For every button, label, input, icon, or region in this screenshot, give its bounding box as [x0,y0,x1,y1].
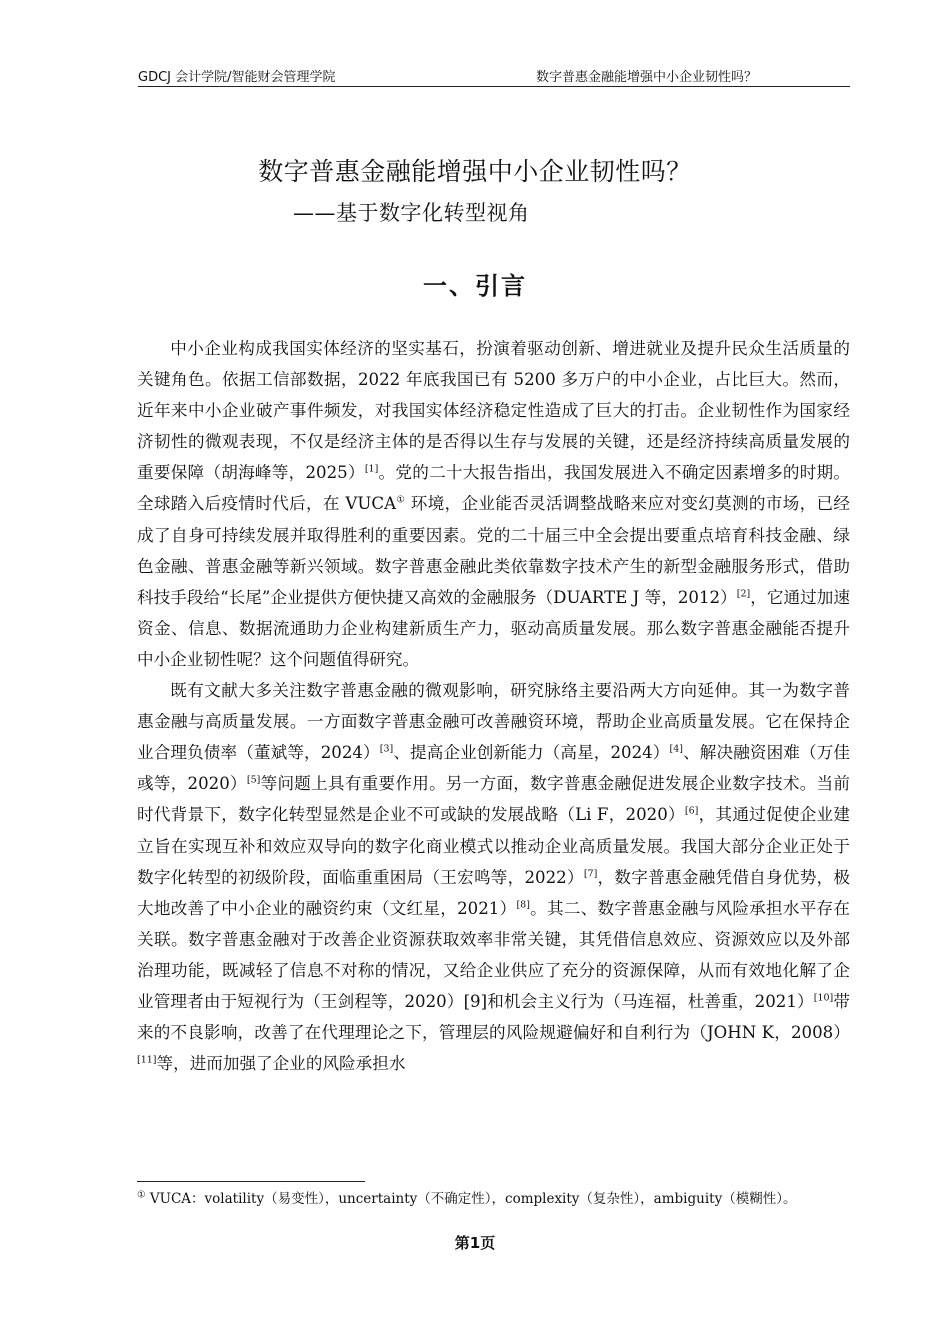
paragraph-text: 中小企业构成我国实体经济的坚实基石，扮演着驱动创新、增进就业及提升民众生活质量的关键角色。依据工信部数据，2022 年底我国已有 5200 多万户的中小企业，占比巨大。然而，近年来中小企业破产事件频发，对我国实体经济稳定性造成了巨大的打击。企业韧性作为国家经济韧性的微观表现，不仅是经济主体的是否得以生存与发展的关键，还是经济持续高质量发展的重要保障（胡海峰等，2025） [137,339,850,483]
body-text [137,333,850,1079]
paragraph-text: 。党的二十大报告指出，我国发展进入不确定因素增多的时期。全球踏入后疫情时代后，在 VUCA [137,463,851,514]
page-number: 第1页 [454,1234,496,1252]
paragraph-text: 、提高企业创新能力（高星，2024） [393,743,670,763]
footnote-marker: ① [137,1189,146,1201]
paragraph-text: ，数字普惠金融凭借自身优势，极大地改善了中小企业的融资约束（文红星，2021） [137,867,851,918]
paper-title: 数字普惠金融能增强中小企业韧性吗？ [258,157,692,186]
body-paragraph [137,333,850,675]
citation-marker: ① [396,494,406,506]
paragraph-text: ，其通过促使企业建立旨在实现互补和效应双导向的数字化商业模式以推动企业高质量发展。我国大部分企业正处于数字化转型的初级阶段，面临重重困局（王宏鸣等，2022） [137,805,851,887]
footnote [137,1189,850,1209]
paragraph-text: 既有文献大多关注数字普惠金融的微观影响，研究脉络主要沿两大方向延伸。其一为数字普惠金融与高质量发展。一方面数字普惠金融可改善融资环境，帮助企业高质量发展。它在保持企业合理负债率（董斌等，2024） [137,681,850,763]
citation-marker: [10] [813,992,834,1004]
citation-marker: [8] [516,899,530,911]
paragraph-text: 等问题上具有重要作用。另一方面，数字普惠金融促进发展企业数字技术。当前时代背景下，数字化转型显然是企业不可或缺的发展战略（Li F，2020） [137,774,850,825]
paragraph-text: ，它通过加速资金、信息、数据流通助力企业构建新质生产力，驱动高质量发展。那么数字普惠金融能否提升中小企业韧性呢？这个问题值得研究。 [137,587,851,669]
citation-marker: [6] [684,805,699,817]
citation-marker: [4] [669,743,683,755]
footnote-divider [137,1181,365,1182]
citation-marker: [3] [379,743,394,755]
header-right-text: 数字普惠金融能增强中小企业韧性吗？ [536,70,758,85]
paragraph-text: 带来的不良影响，改善了在代理理论之下，管理层的风险规避偏好和自利行为（JOHN K，2008） [137,991,850,1043]
paragraph-text: 等，进而加强了企业的风险承担水 [156,1054,406,1074]
citation-marker: [1] [364,463,379,475]
citation-marker: [11] [137,1054,157,1066]
body-paragraph [137,675,850,1079]
citation-marker: [5] [246,774,261,786]
paragraph-text: 。其二、数字普惠金融与风险承担水平存在关联。数字普惠金融对于改善企业资源获取效率非常关键，其凭借信息效应、资源效应以及外部治理功能，既减轻了信息不对称的情况，又给企业供应了充分的资源保障，从而有效地化解了企业管理者由于短视行为（王剑程等，2020）[9]和机会主义行为（马连福，杜善重，2021） [137,898,851,1011]
page-header [138,62,850,87]
citation-marker: [7] [583,868,598,880]
paragraph-text: 、解决融资困难（万佳彧等，2020） [137,743,851,794]
paragraph-text: 环境，企业能否灵活调整战略来应对变幻莫测的市场，已经成了自身可持续发展并取得胜利的重要因素。党的二十届三中全会提出要重点培育科技金融、绿色金融、普惠金融等新兴领域。数字普惠金融此类依靠数字技术产生的新型金融服务形式，借助科技手段给“长尾”企业提供方便快捷又高效的金融服务（DUARTE J 等，2012） [137,494,850,607]
paper-subtitle: ——基于数字化转型视角 [293,201,530,225]
header-left-text: GDCJ 会计学院/智能财会管理学院 [138,70,336,85]
section-heading: 一、引言 [423,272,527,300]
citation-marker: [2] [736,588,751,600]
footnote-text: VUCA：volatility（易变性），uncertainty（不确定性），complexity（复杂性），ambiguity（模糊性）。 [145,1191,797,1207]
